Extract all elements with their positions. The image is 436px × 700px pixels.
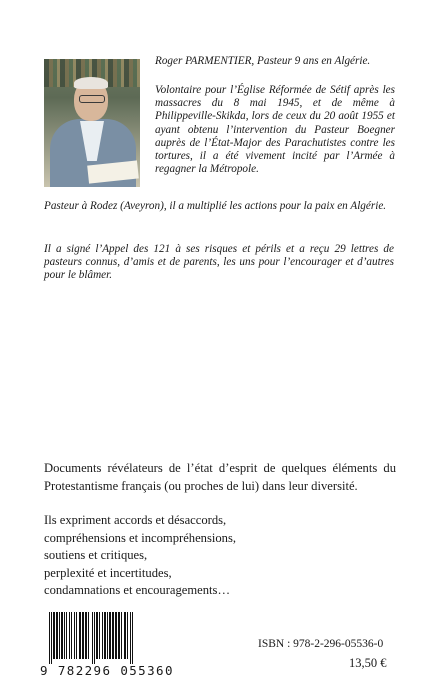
barcode-bar xyxy=(49,612,50,664)
summary-line: perplexité et incertitudes, xyxy=(44,565,172,580)
barcode-bar xyxy=(104,612,106,659)
barcode-bar xyxy=(88,612,89,659)
barcode-bar xyxy=(64,612,65,659)
summary-line: condamnations et encouragements… xyxy=(44,583,231,598)
author-glasses xyxy=(79,95,105,103)
barcode-bar xyxy=(82,612,84,659)
barcode-bar xyxy=(124,612,126,659)
summary-line: soutiens et critiques, xyxy=(44,548,148,563)
barcode-bar xyxy=(96,612,98,659)
barcode-bar xyxy=(102,612,103,659)
barcode-bar xyxy=(132,612,133,664)
barcode-bar xyxy=(71,612,72,659)
barcode-bar xyxy=(51,612,52,664)
summary-line: Ils expriment accords et désaccords, xyxy=(44,513,227,527)
barcode-bar xyxy=(121,612,122,659)
author-photo xyxy=(44,59,140,187)
barcode-bar xyxy=(112,612,114,659)
barcode-bar xyxy=(130,612,131,664)
isbn: ISBN : 978-2-296-05536-0 xyxy=(258,638,384,650)
bio-paragraph-3: Il a signé l’Appel des 121 à ses risques et périls et a reçu 29 lettres de pasteurs connus, d’amis et de parents, les uns pour l’encourager et d’autres pour le blâmer. xyxy=(44,243,394,282)
barcode-bar xyxy=(115,612,117,659)
bio-paragraph-1: Volontaire pour l’Église Réformée de Sétif après les massacres du 8 mai 1945, et de même à Philippeville-Skikda, lors de ceux du 20 août 1955 et ayant obtenu l’intervention du Pasteur Boegner auprès de l’État-Major des Parachutistes contre les tortures, il a été vivement incité par l’Armée à regagner la Métropole. xyxy=(155,84,395,176)
barcode xyxy=(48,612,181,664)
barcode-bar xyxy=(74,612,75,659)
barcode-bar xyxy=(85,612,87,659)
barcode-bar xyxy=(94,612,95,664)
bio-paragraph-2: Pasteur à Rodez (Aveyron), il a multiplié les actions pour la paix en Algérie. xyxy=(44,200,387,212)
summary-line: compréhensions et incompréhensions, xyxy=(44,530,237,545)
summary-list xyxy=(44,512,396,600)
barcode-bars xyxy=(48,612,181,664)
barcode-bar xyxy=(56,612,58,659)
barcode-bar xyxy=(79,612,81,659)
author-hair xyxy=(74,77,108,89)
summary xyxy=(44,460,396,495)
barcode-bar xyxy=(118,612,120,659)
barcode-bar xyxy=(69,612,70,659)
barcode-bar xyxy=(66,612,67,659)
barcode-bar xyxy=(61,612,63,659)
summary-text: Documents révélateurs de l’état d’esprit de quelques éléments du Protestantisme français (ou proches de lui) dans leur diversité. xyxy=(44,461,396,493)
barcode-bar xyxy=(59,612,60,659)
author-line: Roger PARMENTIER, Pasteur 9 ans en Algérie. xyxy=(155,55,371,67)
barcode-bar xyxy=(92,612,93,664)
barcode-bar xyxy=(109,612,111,659)
barcode-bar xyxy=(127,612,128,659)
barcode-bar xyxy=(107,612,108,659)
barcode-digits: 9 782296 055360 xyxy=(40,663,174,678)
barcode-bar xyxy=(76,612,77,659)
barcode-bar xyxy=(53,612,55,659)
price: 13,50 € xyxy=(349,656,387,670)
barcode-bar xyxy=(99,612,100,659)
